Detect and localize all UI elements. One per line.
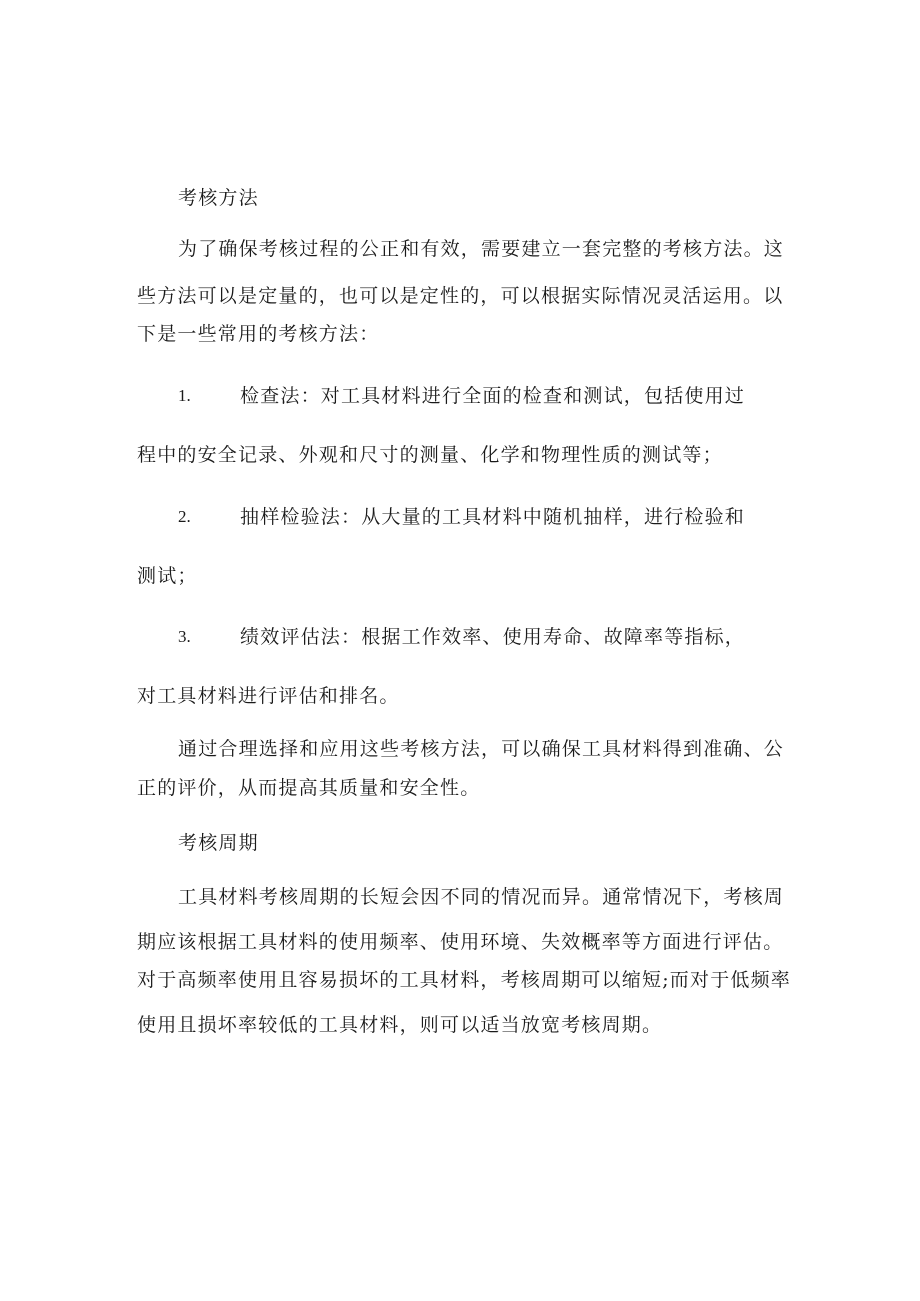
list-item-1-line-1: 检查法：对工具材料进行全面的检查和测试，包括使用过	[240, 385, 746, 407]
list-item-1-line-2: 程中的安全记录、外观和尺寸的测量、化学和物理性质的测试等；	[137, 444, 723, 466]
list-item-3-line-2: 对工具材料进行评估和排名。	[137, 685, 400, 707]
conclusion-line-1: 通过合理选择和应用这些考核方法，可以确保工具材料得到准确、公	[178, 738, 785, 760]
list-item-2-line-1: 抽样检验法：从大量的工具材料中随机抽样，进行检验和	[240, 506, 746, 528]
section-heading-cycle: 考核周期	[178, 832, 259, 854]
cycle-line-4: 使用且损坏率较低的工具材料，则可以适当放宽考核周期。	[137, 1014, 663, 1036]
list-item-number-2: 2.	[178, 507, 191, 526]
list-item-3-line-1: 绩效评估法：根据工作效率、使用寿命、故障率等指标，	[240, 626, 746, 648]
list-item-2-line-2: 测试；	[137, 565, 198, 587]
cycle-line-2: 期应该根据工具材料的使用频率、使用环境、失效概率等方面进行评估。	[137, 931, 784, 953]
section-heading-methods: 考核方法	[178, 187, 259, 209]
conclusion-line-2: 正的评价，从而提高其质量和安全性。	[137, 777, 481, 799]
list-item-number-1: 1.	[178, 386, 191, 405]
intro-line-3: 下是一些常用的考核方法：	[137, 323, 380, 345]
list-item-number-3: 3.	[178, 627, 191, 646]
cycle-line-1: 工具材料考核周期的长短会因不同的情况而异。通常情况下，考核周	[178, 886, 785, 908]
intro-line-1: 为了确保考核过程的公正和有效，需要建立一套完整的考核方法。这	[178, 238, 785, 260]
cycle-line-3: 对于高频率使用且容易损坏的工具材料，考核周期可以缩短;而对于低频率	[137, 969, 792, 991]
intro-line-2: 些方法可以是定量的，也可以是定性的，可以根据实际情况灵活运用。以	[137, 285, 784, 307]
